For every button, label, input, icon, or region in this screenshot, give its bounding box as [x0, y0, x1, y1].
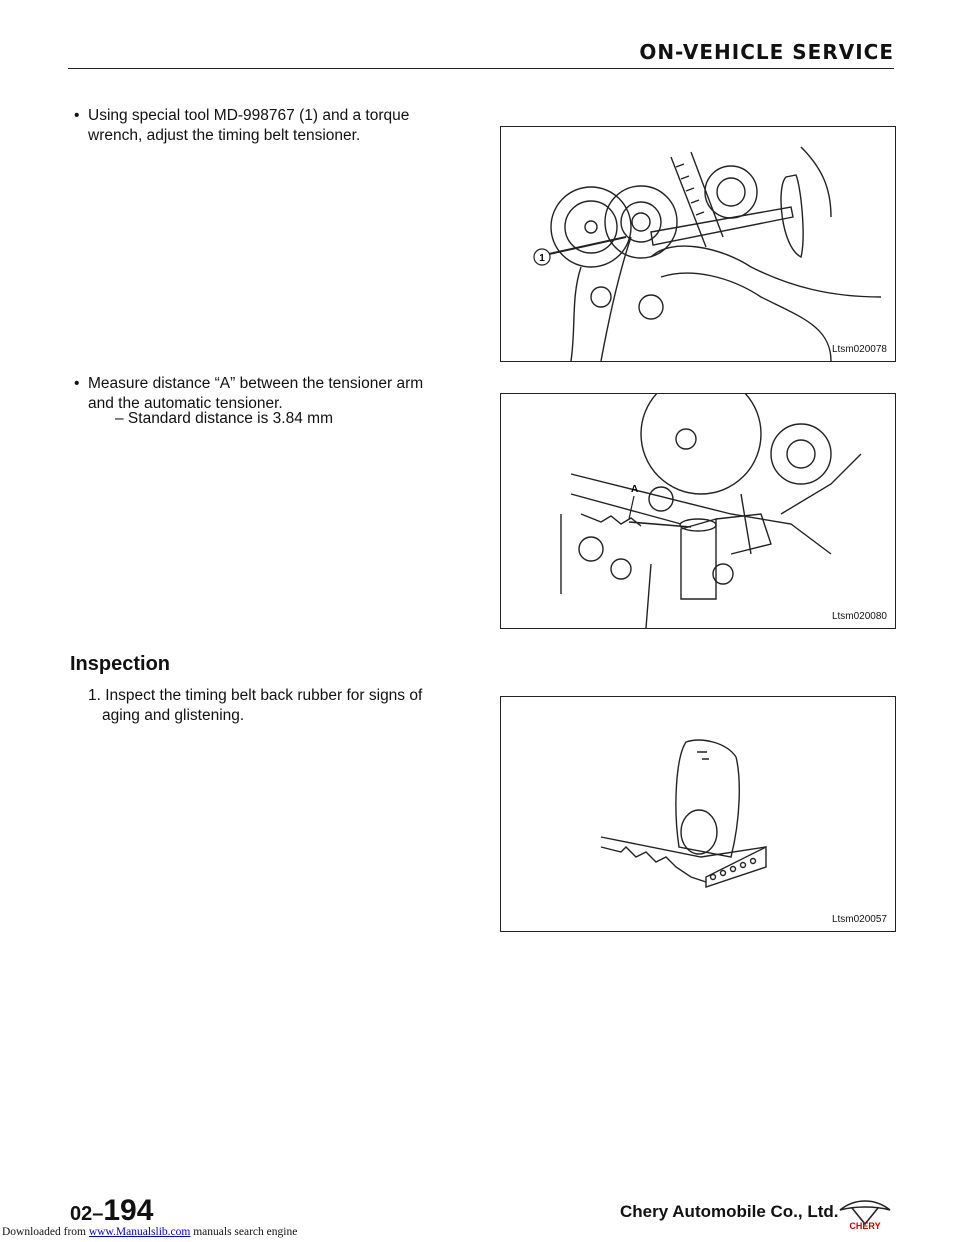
tensioner-tool-illustration: [501, 127, 895, 361]
chery-logo-icon: [830, 1196, 900, 1232]
section-prefix: 02–: [70, 1203, 104, 1225]
step-2-line-2: and the automatic tensioner.: [88, 395, 283, 412]
bullet: •: [74, 107, 80, 124]
figure-id: Ltsm020078: [831, 344, 887, 355]
header-divider: [68, 68, 894, 69]
figure-id: Ltsm020057: [831, 914, 887, 925]
manualslib-link[interactable]: www.Manualslib.com: [88, 1226, 191, 1238]
section-heading-inspection: Inspection: [70, 653, 171, 675]
download-source-line: [2, 1226, 297, 1238]
page-number-value: 194: [103, 1194, 154, 1227]
distance-a-illustration: [501, 394, 895, 628]
step-2-line-1: Measure distance “A” between the tensioner arm: [88, 375, 424, 392]
belt-inspection-illustration: [501, 697, 895, 931]
figure-belt-inspection: [500, 696, 896, 932]
dimension-label-a: A: [631, 484, 639, 495]
page-number: [70, 1194, 153, 1228]
inspection-item-1-line-1: 1. Inspect the timing belt back rubber for signs of: [88, 687, 423, 704]
step-1-line-2: wrench, adjust the timing belt tensioner.: [88, 127, 361, 144]
download-suffix: manuals search engine: [190, 1226, 298, 1238]
dimension-arrow: [629, 496, 634, 519]
bullet: •: [74, 375, 80, 392]
logo-text: CHERY: [849, 1221, 881, 1231]
company-name: Chery Automobile Co., Ltd.: [620, 1202, 839, 1221]
figure-tensioner-adjust: [500, 126, 896, 362]
page-header-title: ON-VEHICLE SERVICE: [639, 40, 894, 64]
step-1-line-1: Using special tool MD-998767 (1) and a torque: [88, 107, 410, 124]
inspection-item-1-line-2: aging and glistening.: [102, 707, 245, 724]
download-prefix: Downloaded from: [2, 1226, 89, 1238]
standard-distance-spec: – Standard distance is 3.84 mm: [115, 410, 333, 427]
figure-id: Ltsm020080: [831, 611, 887, 622]
callout-label: 1: [539, 253, 545, 264]
figure-distance-a: [500, 393, 896, 629]
